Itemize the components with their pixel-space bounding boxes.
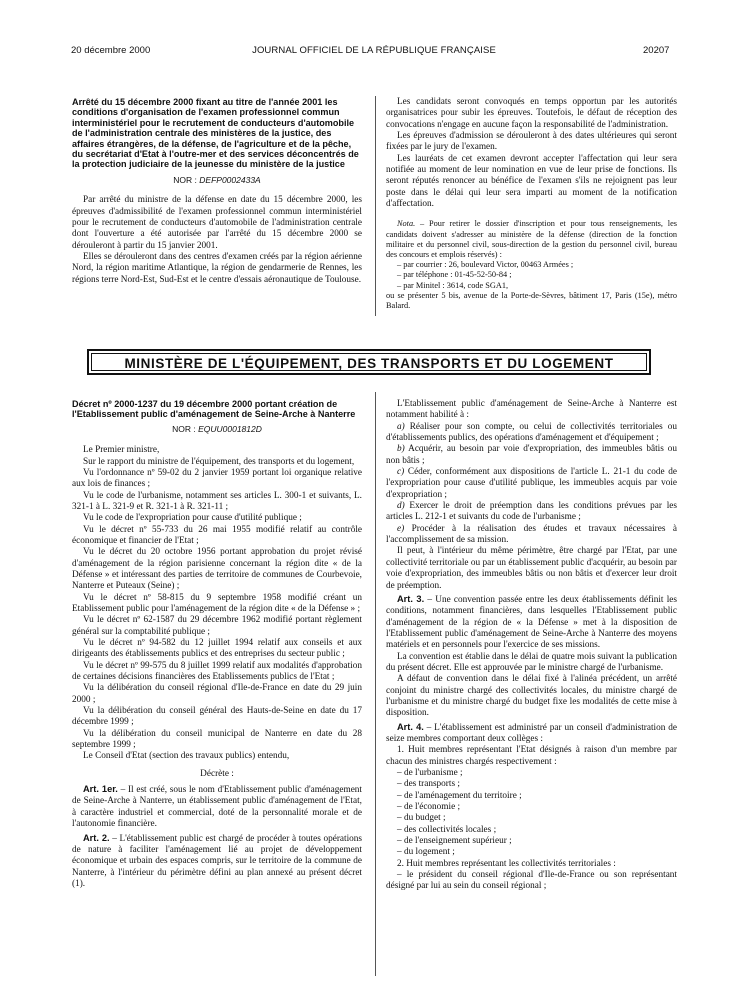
minister-item: – de l'économie ; [397, 802, 461, 813]
arrete-paragraph: Les épreuves d'admission se dérouleront à des dates ultérieures qui seront fixées par le jury de l'examen. [386, 131, 677, 153]
powers-intro: L'Etablissement public d'aménagement de Seine-Arche à Nanterre est notamment habilité à : [386, 399, 677, 421]
journal-title: JOURNAL OFFICIEL DE LA RÉPUBLIQUE FRANÇAISE [252, 45, 496, 56]
power-item [386, 501, 677, 524]
visa: Vu le décret nº 55-733 du 26 mai 1955 modifié relatif au contrôle économique et financier de l'Etat ; [72, 524, 362, 546]
minister-item: – du logement ; [397, 847, 455, 858]
college-2: 2. Huit membres représentant les collectivités territoriales : [397, 858, 616, 869]
visa: Vu le décret nº 99-575 du 8 juillet 1999 relatif aux modalités d'approbation de certaines décisions financières des Etablissements publics de l'Etat ; [72, 660, 362, 683]
decrete-heading: Décrète : [200, 768, 234, 779]
minister-item: – du budget ; [397, 813, 446, 824]
arrete-right-column [386, 97, 677, 311]
visa: Vu la délibération du conseil général des Hauts-de-Seine en date du 17 décembre 1999 ; [72, 706, 362, 728]
minister-item: – des collectivités locales ; [397, 824, 497, 835]
power-item [386, 422, 677, 445]
article-3-text: – Une convention passée entre les deux établissements définit les conditions, notamment financières, dans lesquelles l'Etablissement public d'aménagement de la région de « la Défense » met à la disposition de l'Etablissement public d'aménagement de Seine-Arche à Nanterre des moyens matériels et en personnels pour l'exercice de ses missions. [386, 594, 678, 651]
decret-nor-code: EQUU0001812D [198, 423, 262, 434]
power-item [386, 524, 677, 547]
page-number: 20207 [643, 45, 670, 56]
power-letter: d) [397, 501, 405, 512]
visa: Vu le décret nº 94-582 du 12 juillet 1994 relatif aux conseils et aux dirigeants des établissements publics et des entreprises du secteur public ; [72, 638, 362, 660]
note-label: Nota. [397, 219, 416, 229]
power-letter: e) [397, 523, 405, 534]
article-2 [72, 833, 362, 891]
ministry-banner [87, 349, 651, 375]
visa: Le Premier ministre, [83, 445, 160, 456]
arrete-title: Arrêté du 15 décembre 2000 fixant au titre de l'année 2001 les conditions d'organisation de l'examen professionnel commun interministériel pour le recrutement de conducteurs d'automobile de l'administration centrale des ministères de la justice, des affaires étrangères, de la défense, de l'agriculture et de la pêche, du secrétariat d'Etat à l'outre-mer et des services déconcentrés de la protection judiciaire de la jeunesse du ministère de la justice [72, 97, 359, 170]
arrete-nor-code: DEFP0002433A [199, 174, 261, 185]
minister-item: – de l'aménagement du territoire ; [397, 790, 522, 801]
visa: Vu le décret nº 58-815 du 9 septembre 1958 modifié créant un Etablissement public pour l'aménagement de la région dite « de la Défense » ; [72, 592, 362, 614]
arrete-paragraph: Les lauréats de cet examen devront accepter l'affectation qui leur sera notifiée au moment de leur nomination en vue de leur prise de fonctions. Ils seront réputés renoncer au bénéfice de l'examen s'ils ne rejoignent pas leur poste dans le délai qui leur sera imparti au moment de la notification d'affectation. [386, 153, 677, 210]
minister-item: – des transports ; [397, 779, 460, 790]
power-text: Réaliser pour son compte, ou celui de collectivités territoriales ou d'établissements publics, des opérations d'aménagement et d'équipement ; [386, 421, 677, 444]
column-divider [375, 96, 376, 316]
article-2-label: Art. 2. [83, 832, 110, 843]
article-1-text: – Il est créé, sous le nom d'Etablissement public d'aménagement de Seine-Arche à Nanterre, un établissement public d'aménagement de l'Etat, à caractère industriel et commercial, doté de la personnalité morale et de l'autonomie financière. [72, 785, 362, 830]
arrete-paragraph: Par arrêté du ministre de la défense en date du 15 décembre 2000, les épreuves d'admissibilité de l'examen professionnel commun interministériel pour le recrutement de conducteurs d'automobile de l'administration centrale dont l'ouverture a été autorisée par l'arrêté du 15 décembre 2000 se dérouleront à partir du 15 janvier 2001. [72, 195, 362, 251]
visa: Vu la délibération du conseil régional d'Ile-de-France en date du 29 juin 2000 ; [72, 683, 362, 705]
college-2-item: – le président du conseil régional d'Ile-de-France ou son représentant désigné par lui au sein du conseil régional ; [386, 870, 677, 892]
perimetre-paragraph: Il peut, à l'intérieur du même périmètre, être chargé par l'Etat, par une collectivité territoriale ou par un établissement public d'acquérir, au besoin par voie d'expropriation, des immeubles bâtis ou non bâtis et d'exercer leur droit de préemption. [386, 546, 677, 591]
visa: Vu le code de l'urbanisme, notamment ses articles L. 300-1 et suivants, L. 321-1 à L. 321-9 et R. 321-1 à R. 321-11 ; [72, 490, 362, 512]
arrete-paragraph: Les candidats seront convoqués en temps opportun par les autorités organisatrices pour subir les épreuves. Toutefois, le défaut de réception des convocations n'engage en aucune façon la responsabilité de l'administration. [386, 97, 677, 130]
power-letter: a) [397, 421, 405, 432]
arrete-paragraph: Elles se dérouleront dans des centres d'examen créés par la région aérienne Nord, la région maritime Atlantique, la région de gendarmerie de Rennes, les régions terre Nord-Est, Sud-Est et le centre d'essais aéronautique de Toulouse. [72, 251, 362, 285]
note-text: – Pour retirer le dossier d'inscription et pour tous renseignements, les candidats doivent s'adresser au ministère de la défense (direction de la fonction militaire et du personnel civil, sous-direction de la gestion du personnel civil, bureau des concours et emplois réservés) : [386, 219, 677, 260]
arrete-left-column [72, 97, 362, 286]
article-3-label: Art. 3. [397, 593, 425, 604]
article-2-text: – L'établissement public est chargé de procéder à toutes opérations de nature à faciliter l'aménagement lié au projet de développement économique et urbain des espaces compris, sur le territoire de la commune de Nanterre, à l'intérieur du périmètre défini au plan annexé au présent décret (1). [72, 833, 363, 889]
visa: Sur le rapport du ministre de l'équipement, des transports et du logement, [83, 456, 355, 467]
visa: Vu la délibération du conseil municipal de Nanterre en date du 28 septembre 1999 ; [72, 728, 362, 751]
decret-title: Décret nº 2000-1237 du 19 décembre 2000 portant création de l'Etablissement public d'aménagement de Seine-Arche à Nanterre [72, 399, 356, 420]
arrete-nor-label: NOR : [173, 174, 197, 185]
article-3 [386, 594, 677, 652]
note-line: – par courrier : 26, boulevard Victor, 00463 Armées ; [397, 260, 574, 270]
power-text: Exercer le droit de préemption dans les conditions prévues par les articles L. 212-1 et suivants du code de l'urbanisme ; [386, 501, 677, 523]
visa: Vu le code de l'expropriation pour cause d'utilité publique ; [83, 513, 302, 524]
decret-nor [72, 424, 362, 435]
column-divider [375, 392, 376, 976]
visa: Vu l'ordonnance nº 59-02 du 2 janvier 1959 portant loi organique relative aux lois de finances ; [72, 467, 362, 490]
article-3-paragraph: A défaut de convention dans le délai fixé à l'alinéa précédent, un arrêté conjoint du ministre chargé des collectivités locales, du ministre chargé de l'urbanisme et du ministre chargé du budget fixe les modalités de cette mise à disposition. [386, 674, 677, 719]
note-line: – par téléphone : 01-45-52-50-84 ; [397, 270, 512, 280]
decret-right-column [386, 399, 677, 893]
visa: Vu le décret du 20 octobre 1956 portant approbation du projet révisé d'aménagement de la région parisienne concernant la région dite « de la Défense » et intéressant des parties de territoire de communes de Courbevoie, Nanterre et Puteaux (Seine) ; [72, 547, 362, 592]
power-item [386, 444, 677, 467]
note-final: ou se présenter 5 bis, avenue de la Porte-de-Sèvres, bâtiment 17, Paris (15e), métro Balard. [386, 290, 677, 311]
power-letter: c) [397, 467, 405, 478]
header-date: 20 décembre 2000 [71, 45, 151, 56]
arrete-note [386, 219, 677, 311]
visa: Le Conseil d'Etat (section des travaux publics) entendu, [83, 751, 290, 762]
power-text: Acquérir, au besoin par voie d'expropriation, des immeubles bâtis ou non bâtis ; [386, 444, 677, 466]
article-4-label: Art. 4. [397, 721, 424, 732]
decret-left-column [72, 399, 362, 890]
minister-item: – de l'urbanisme ; [397, 768, 463, 778]
article-4-text: – L'établissement est administré par un conseil d'administration de seize membres comportant deux collèges : [386, 722, 677, 744]
visa: Vu le décret nº 62-1587 du 29 décembre 1962 modifié portant règlement général sur la comptabilité publique ; [72, 615, 362, 637]
decret-nor-label: NOR : [172, 423, 196, 434]
article-3-paragraph: La convention est établie dans le délai de quatre mois suivant la publication du présent décret. Elle est approuvée par le ministre chargé de l'urbanisme. [386, 651, 677, 673]
minister-item: – de l'enseignement supérieur ; [397, 836, 512, 847]
power-item [386, 467, 677, 501]
power-text: Céder, conformément aux dispositions de l'article L. 21-1 du code de l'expropriation pour cause d'utilité publique, les immeubles acquis par voie d'expropriation ; [386, 467, 677, 500]
note-line: – par Minitel : 3614, code SGA1, [397, 280, 509, 290]
arrete-nor [72, 175, 362, 186]
article-4 [386, 722, 677, 746]
power-letter: b) [397, 444, 405, 455]
college-1: 1. Huit membres représentant l'Etat désignés à raison d'un membre par chacun des ministres chargés respectivement : [386, 745, 677, 767]
power-text: Procéder à la réalisation des études et travaux nécessaires à l'accomplissement de sa mission. [386, 523, 677, 546]
article-1 [72, 784, 362, 830]
article-1-label: Art. 1er. [83, 784, 118, 795]
ministry-title: MINISTÈRE DE L'ÉQUIPEMENT, DES TRANSPORTS ET DU LOGEMENT [124, 356, 614, 371]
